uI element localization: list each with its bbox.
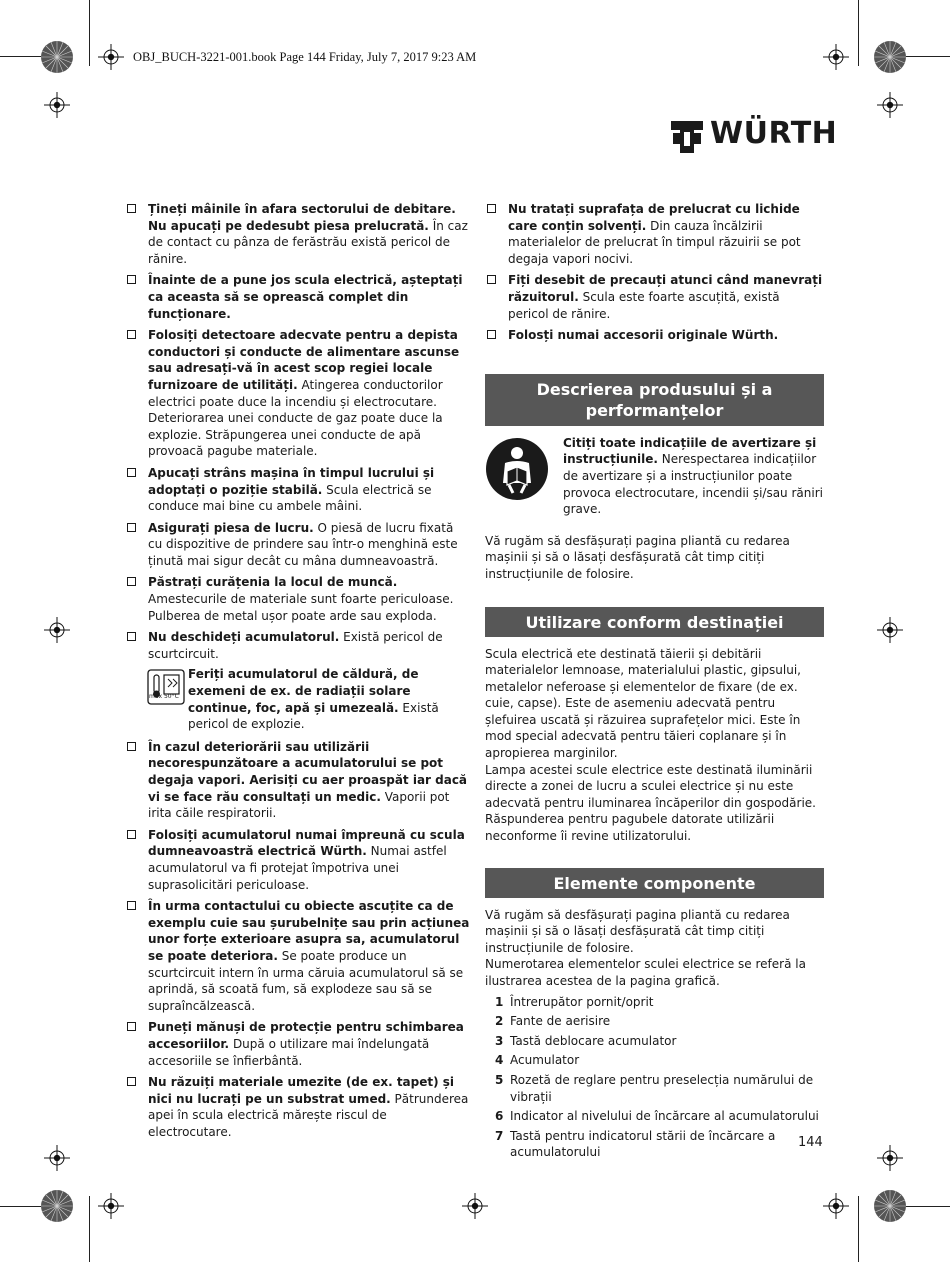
component-label: Acumulator bbox=[510, 1053, 580, 1068]
registration-mark bbox=[44, 1145, 70, 1171]
component-label: Rozetă de reglare pentru preselecția numărului de vibrații bbox=[510, 1072, 814, 1104]
safety-item-bold: Folosiți acumulatorul numai împreună cu scula dumneavoastră electrică Würth. bbox=[148, 827, 465, 859]
safety-item-text: În caz de contact cu pânza de ferăstrău există pericol de rănire. bbox=[148, 218, 468, 266]
checkbox-bullet-icon bbox=[127, 523, 136, 532]
safety-list bbox=[485, 201, 824, 344]
component-number: 5 bbox=[495, 1072, 504, 1087]
safety-item-text: Există pericol de scurtcircuit. bbox=[148, 630, 443, 661]
safety-item-bold: În cazul deteriorării sau utilizării necorespunzătoare a acumulatorului se pot degaja vapori. Aerisiți cu aer proaspăt iar dacă vi se face rău consultați un medic. bbox=[148, 739, 468, 804]
component-label: Tastă deblocare acumulator bbox=[510, 1033, 677, 1048]
safety-item-bold: În urma contactului cu obiecte ascuțite ca de exemplu cuie sau șurubelnițe sau prin acțiunea unor forțe exterioare asupra sa, acumulatorul se poate deteriora. bbox=[148, 899, 470, 963]
checkbox-bullet-icon bbox=[127, 330, 136, 339]
safety-item-text: Din cauza încălzirii materialelor de prelucrat în timpul răzuirii se pot degaja vapori nocivi. bbox=[508, 218, 801, 266]
safety-item-text: Scula este foarte ascuțită, există pericol de rănire. bbox=[508, 289, 780, 321]
safety-item bbox=[125, 201, 470, 267]
registration-mark bbox=[462, 1193, 488, 1219]
checkbox-bullet-icon bbox=[127, 742, 136, 751]
star-target bbox=[874, 41, 906, 73]
star-target bbox=[874, 1190, 906, 1222]
logo-text: WÜRTH bbox=[710, 116, 838, 151]
registration-mark bbox=[98, 1193, 124, 1219]
safety-item-text: După o utilizare mai îndelungată accesoriile se înfierbântă. bbox=[148, 1036, 430, 1068]
safety-item-bold: Folosți numai accesorii originale Würth. bbox=[508, 328, 779, 343]
read-instructions-bold: Citiți toate indicațiile de avertizare și instrucțiunile. bbox=[563, 435, 817, 467]
safety-item bbox=[125, 465, 470, 515]
heat-warning bbox=[125, 666, 470, 732]
registration-mark bbox=[877, 617, 903, 643]
checkbox-bullet-icon bbox=[127, 830, 136, 839]
safety-item-bold: Nu deschideți acumulatorul. bbox=[148, 630, 340, 645]
safety-item-bold: Asigurați piesa de lucru. bbox=[148, 520, 314, 535]
component-item bbox=[485, 1052, 824, 1069]
section-title-intended-use: Utilizare conform destinației bbox=[485, 607, 824, 637]
registration-mark bbox=[877, 1145, 903, 1171]
safety-item-bold: Păstrați curățenia la locul de muncă. bbox=[148, 575, 398, 590]
component-number: 2 bbox=[495, 1014, 504, 1029]
safety-item bbox=[485, 201, 824, 267]
safety-item-bold: Puneți mănuși de protecție pentru schimbarea accesoriilor. bbox=[148, 1020, 464, 1051]
safety-item-text: Scula electrică se conduce mai bine cu ambele mâini. bbox=[148, 482, 432, 514]
component-item bbox=[485, 1033, 824, 1050]
safety-item-text: Se poate produce un scurtcircuit intern în urma căruia acumulatorul să se aprindă, să scoată fum, să explodeze sau să se supraîncălzească. bbox=[148, 948, 464, 1013]
safety-item bbox=[125, 739, 470, 822]
lamp-paragraph: Lampa acestei scule electrice este destinată iluminării directe a zonei de lucru a sculei electrice și nu este adecvată pentru iluminarea încăperilor din gospodărie. bbox=[485, 762, 816, 810]
page-number: 144 bbox=[798, 1135, 823, 1150]
safety-item-text: Numai astfel acumulatorul va fi protejat împotriva unei suprasolicitări periculoase. bbox=[148, 844, 447, 892]
checkbox-bullet-icon bbox=[127, 275, 136, 284]
safety-item-text: Amestecurile de materiale sunt foarte periculoase. Pulberea de metal ușor poate arde sau exploda. bbox=[148, 592, 454, 623]
safety-item bbox=[125, 898, 470, 1014]
safety-item-text: Vaporii pot irita căile respiratorii. bbox=[148, 789, 450, 821]
safety-item-bold: Înainte de a pune jos scula electrică, așteptați ca aceasta să se oprească complet din funcționare. bbox=[148, 273, 463, 321]
safety-item bbox=[125, 520, 470, 570]
safety-item-bold: Folosiți detectoare adecvate pentru a depista conductori și conducte de alimentare ascunse sau adresați-vă în acest scop regiei locale furnizoare de utilități. bbox=[148, 328, 460, 392]
safety-list bbox=[125, 201, 470, 662]
registration-mark bbox=[44, 92, 70, 118]
star-target bbox=[41, 41, 73, 73]
component-number: 6 bbox=[495, 1109, 504, 1124]
safety-list bbox=[125, 739, 470, 1141]
component-label: Tastă pentru indicatorul stării de încărcare a acumulatorului bbox=[510, 1128, 776, 1160]
section-title-product-description: Descrierea produsului și a performanțelor bbox=[485, 374, 824, 426]
safety-item bbox=[125, 272, 470, 322]
checkbox-bullet-icon bbox=[127, 577, 136, 586]
registration-mark bbox=[44, 617, 70, 643]
safety-item bbox=[485, 272, 824, 322]
registration-mark bbox=[877, 92, 903, 118]
safety-item-bold: Nu răzuiți materiale umezite (de ex. tapet) și nici nu lucrați pe un substrat umed. bbox=[148, 1075, 455, 1106]
safety-item-bold: Țineți mâinile în afara sectorului de debitare. Nu apucați pe dedesubt piesa prelucrată. bbox=[148, 202, 456, 233]
component-item bbox=[485, 1128, 824, 1161]
checkbox-bullet-icon bbox=[127, 468, 136, 477]
component-number: 3 bbox=[495, 1033, 504, 1048]
liability-paragraph: Răspunderea pentru pagubele datorate utilizării neconforme îi revine utilizatorului. bbox=[485, 812, 775, 844]
checkbox-bullet-icon bbox=[127, 1022, 136, 1031]
wurth-logo bbox=[670, 116, 838, 158]
registration-mark bbox=[98, 44, 124, 70]
component-label: Fante de aerisire bbox=[510, 1014, 611, 1029]
safety-item-text: O piesă de lucru fixată cu dispozitive de prindere sau într-o menghină este ținută mai sigur decât cu mâna dumneavoastră. bbox=[148, 520, 458, 568]
safety-item-bold: Fiți desebit de precauți atunci când manevrați răzuitorul. bbox=[508, 273, 823, 304]
component-item bbox=[485, 1072, 824, 1105]
read-instructions-warning bbox=[485, 435, 824, 518]
numbering-paragraph: Numerotarea elementelor sculei electrice se referă la ilustrarea acestea de la pagina grafică. bbox=[485, 957, 806, 988]
checkbox-bullet-icon bbox=[127, 632, 136, 641]
component-item bbox=[485, 1013, 824, 1030]
read-manual-icon bbox=[485, 437, 549, 501]
read-instructions-text: Nerespectarea indicațiilor de avertizare și a instrucțiunilor poate provoca electrocutare, incendii și/sau răniri grave. bbox=[563, 452, 823, 517]
safety-item bbox=[125, 1074, 470, 1140]
safety-item-bold: Apucați strâns mașina în timpul lucrului și adoptați o poziție stabilă. bbox=[148, 465, 435, 497]
checkbox-bullet-icon bbox=[127, 901, 136, 910]
component-label: Întrerupător pornit/oprit bbox=[510, 994, 654, 1009]
intended-use-paragraph: Scula electrică ete destinată tăierii și debitării materialelor lemnoase, materialului plastic, gipsului, metalelor neferoase și elementelor de fixare (de ex. cuie, capse). Este de asemeniu adecvată pentru șlefuirea uscată și răzuirea suprafețelor mici. Este în mod special adecvată pentru tăieri coplanare și în apropierea marginilor. bbox=[485, 646, 801, 761]
registration-mark bbox=[823, 1193, 849, 1219]
components-foldout-paragraph: Vă rugăm să desfășurați pagina pliantă cu redarea mașinii și să o lăsați desfășurată cât timp citiți instrucțiunile de folosire. bbox=[485, 907, 790, 955]
safety-item bbox=[125, 1019, 470, 1069]
component-item bbox=[485, 1108, 824, 1125]
component-number: 4 bbox=[495, 1053, 504, 1068]
safety-item-text: Atingerea conductorilor electrici poate duce la incendiu și electrocutare. Deteriorarea unei conducte de gaz poate duce la explozie. Străpungerea unei conducte de apă provoacă pagube materiale. bbox=[148, 377, 443, 459]
safety-item bbox=[125, 574, 470, 624]
component-label: Indicator al nivelului de încărcare al acumulatorului bbox=[510, 1109, 819, 1124]
heat-warning-text: Există pericol de explozie. bbox=[188, 700, 439, 732]
checkbox-bullet-icon bbox=[487, 204, 496, 213]
section-title-components: Elemente componente bbox=[485, 868, 824, 898]
battery-temperature-label: max 50°C bbox=[149, 693, 179, 701]
component-number: 7 bbox=[495, 1128, 504, 1143]
checkbox-bullet-icon bbox=[127, 204, 136, 213]
foldout-paragraph: Vă rugăm să desfășurați pagina pliantă cu redarea mașinii și să o lăsați desfășurată cât timp citiți instrucțiunile de folosire. bbox=[485, 533, 790, 581]
right-column bbox=[485, 201, 824, 1164]
component-item bbox=[485, 994, 824, 1011]
heat-warning-bold: Feriți acumulatorul de căldură, de exemeni de ex. de radiații solare continue, foc, apă și umezeală. bbox=[188, 667, 419, 715]
left-column bbox=[125, 201, 470, 1145]
component-number: 1 bbox=[495, 994, 504, 1009]
print-info-header: OBJ_BUCH-3221-001.book Page 144 Friday, July 7, 2017 9:23 AM bbox=[133, 50, 477, 64]
star-target bbox=[41, 1190, 73, 1222]
checkbox-bullet-icon bbox=[487, 330, 496, 339]
safety-item bbox=[125, 827, 470, 893]
safety-item-text: Pătrunderea apei în scula electrică mărește riscul de electrocutare. bbox=[148, 1091, 469, 1139]
safety-item bbox=[125, 629, 470, 662]
safety-item bbox=[125, 327, 470, 460]
checkbox-bullet-icon bbox=[127, 1077, 136, 1086]
checkbox-bullet-icon bbox=[487, 275, 496, 284]
safety-item bbox=[485, 327, 824, 344]
components-list bbox=[485, 994, 824, 1161]
wurth-emblem-icon bbox=[670, 120, 704, 154]
safety-item-bold: Nu tratați suprafața de prelucrat cu lichide care conțin solvenți. bbox=[508, 202, 800, 233]
registration-mark bbox=[823, 44, 849, 70]
